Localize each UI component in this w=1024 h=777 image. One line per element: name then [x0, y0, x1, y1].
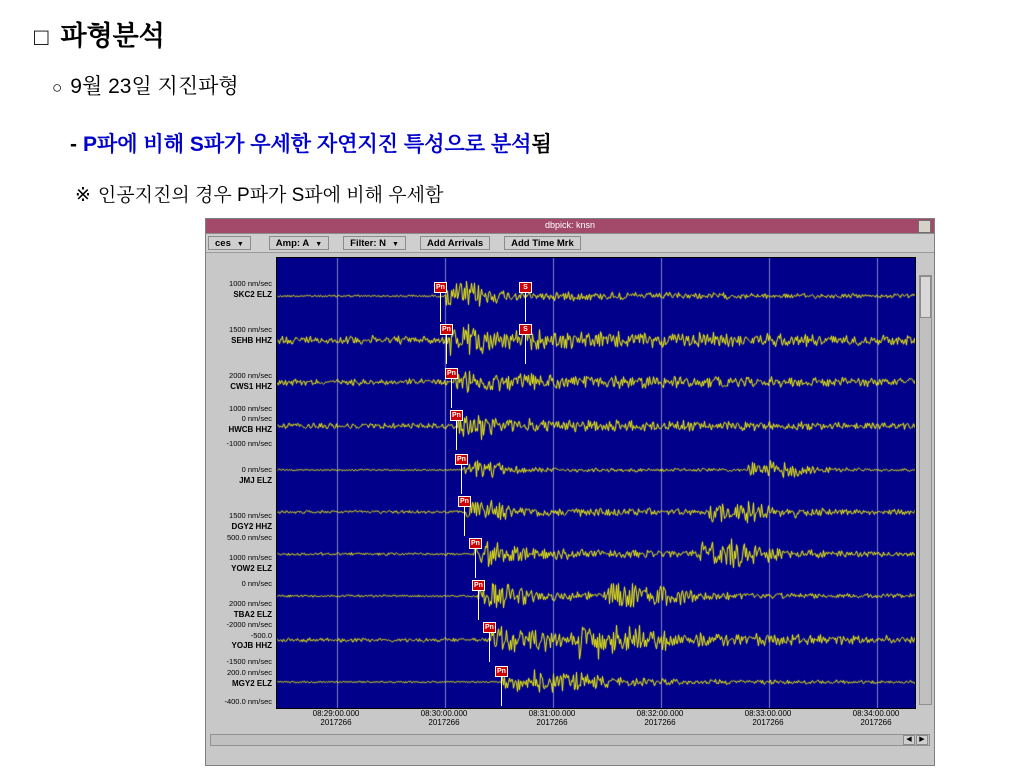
trace-scale-top-6: 1000 nm/sec	[229, 553, 272, 562]
trace-name-1: SEHB HHZ	[231, 336, 272, 345]
reference-marker-icon: ※	[75, 185, 91, 206]
chevron-down-icon: ▼	[392, 241, 399, 248]
pick-marker-cws1-hhz-Pn[interactable]: Pn	[445, 368, 458, 379]
trace-name-7: TBA2 ELZ	[233, 610, 272, 619]
pick-marker-skc2-elz-S[interactable]: S	[519, 282, 532, 293]
time-tick-1: 08:30:00.000 2017266	[420, 709, 468, 727]
time-tick-5: 08:34:00.000 2017266	[852, 709, 900, 727]
horizontal-scrollbar[interactable]	[210, 734, 930, 746]
trace-scale-top-8: -500.0	[250, 631, 272, 640]
bullet-analysis	[70, 128, 552, 158]
menu-add-arrivals[interactable]: Add Arrivals	[420, 236, 490, 250]
trace-scale-top-7: 2000 nm/sec	[229, 599, 272, 608]
waveform-canvas[interactable]	[277, 258, 916, 708]
trace-scale-top-2: 2000 nm/sec	[229, 371, 272, 380]
menu-filter[interactable]: Filter: N ▼	[343, 236, 406, 250]
trace-scale-top-0: 1000 nm/sec	[229, 279, 272, 288]
window-title: dbpick: knsn	[544, 220, 596, 230]
scroll-left-icon[interactable]: ◀	[903, 735, 915, 745]
trace-scale-mid-3: 0 nm/sec	[241, 414, 272, 423]
title-text: 파형분석	[60, 21, 165, 51]
trace-name-0: SKC2 ELZ	[233, 290, 272, 299]
pick-marker-yojb-hhz-Pn[interactable]: Pn	[483, 622, 496, 633]
bullet-analysis-highlight: P파에 비해 S파가 우세한 자연지진 특성으로 분석	[83, 133, 532, 156]
trace-scale-top-9: 200.0 nm/sec	[226, 668, 272, 677]
close-icon[interactable]	[918, 220, 931, 233]
vertical-scrollbar-thumb[interactable]	[920, 276, 931, 318]
dash-marker-icon: -	[70, 133, 77, 156]
chevron-down-icon: ▼	[315, 241, 323, 248]
chevron-down-icon: ▼	[236, 241, 244, 248]
pick-marker-hwcb-hhz-Pn[interactable]: Pn	[450, 410, 463, 421]
trace-name-4: JMJ ELZ	[239, 476, 272, 485]
time-axis	[276, 709, 916, 735]
menu-add-time-mrk[interactable]: Add Time Mrk	[504, 236, 581, 250]
waveform-canvas-container[interactable]	[276, 257, 916, 709]
pick-marker-yow2-elz-Pn[interactable]: Pn	[469, 538, 482, 549]
time-tick-2: 08:31:00.000 2017266	[528, 709, 576, 727]
pick-marker-dgy2-hhz-Pn[interactable]: Pn	[458, 496, 471, 507]
trace-scale-bot-5: 500.0 nm/sec	[226, 533, 272, 542]
trace-scale-top-4: 0 nm/sec	[241, 465, 272, 474]
title-marker-icon: □	[34, 24, 49, 51]
trace-scale-bot-8: -1500 nm/sec	[226, 657, 272, 666]
pick-marker-mgy2-elz-Pn[interactable]: Pn	[495, 666, 508, 677]
waveform-panel	[206, 253, 934, 749]
pick-marker-skc2-elz-Pn[interactable]: Pn	[434, 282, 447, 293]
trace-name-9: MGY2 ELZ	[231, 679, 272, 688]
trace-name-8: YOJB HHZ	[231, 641, 272, 650]
trace-scale-bot-6: 0 nm/sec	[241, 579, 272, 588]
circle-marker-icon: ○	[52, 78, 63, 97]
bullet-note-text: 인공지진의 경우 P파가 S파에 비해 우세함	[97, 185, 444, 206]
pick-marker-tba2-elz-Pn[interactable]: Pn	[472, 580, 485, 591]
trace-scale-top-3: 1000 nm/sec	[229, 404, 272, 413]
trace-scale-bot-3: -1000 nm/sec	[226, 439, 272, 448]
page-title	[34, 14, 165, 53]
menu-amp[interactable]: Amp: A ▼	[269, 236, 329, 250]
time-tick-0: 08:29:00.000 2017266	[312, 709, 360, 727]
time-tick-4: 08:33:00.000 2017266	[744, 709, 792, 727]
pick-marker-jmj-elz-Pn[interactable]: Pn	[455, 454, 468, 465]
bullet-analysis-tail: 됨	[531, 133, 552, 156]
trace-name-2: CWS1 HHZ	[230, 382, 272, 391]
amplitude-scale-labels	[206, 253, 276, 749]
trace-name-6: YOW2 ELZ	[231, 564, 272, 573]
bullet-date-text: 9월 23일 지진파형	[70, 75, 239, 98]
trace-name-3: HWCB HHZ	[228, 425, 272, 434]
trace-scale-bot-7: -2000 nm/sec	[226, 620, 272, 629]
bullet-note	[75, 180, 443, 207]
pick-marker-sehb-hhz-S[interactable]: S	[519, 324, 532, 335]
trace-scale-bot-9: -400.0 nm/sec	[224, 697, 272, 706]
bullet-date	[52, 70, 239, 100]
vertical-scrollbar[interactable]	[919, 275, 932, 705]
trace-name-5: DGY2 HHZ	[231, 522, 272, 531]
scroll-right-icon[interactable]: ▶	[916, 735, 928, 745]
pick-marker-sehb-hhz-Pn[interactable]: Pn	[440, 324, 453, 335]
trace-scale-top-1: 1500 nm/sec	[229, 325, 272, 334]
trace-scale-top-5: 1500 nm/sec	[229, 511, 272, 520]
menu-sources[interactable]: ces ▼	[208, 236, 251, 250]
time-tick-3: 08:32:00.000 2017266	[636, 709, 684, 727]
window-title-bar[interactable]	[206, 219, 934, 234]
dbpick-window	[205, 218, 935, 766]
toolbar	[206, 234, 934, 253]
